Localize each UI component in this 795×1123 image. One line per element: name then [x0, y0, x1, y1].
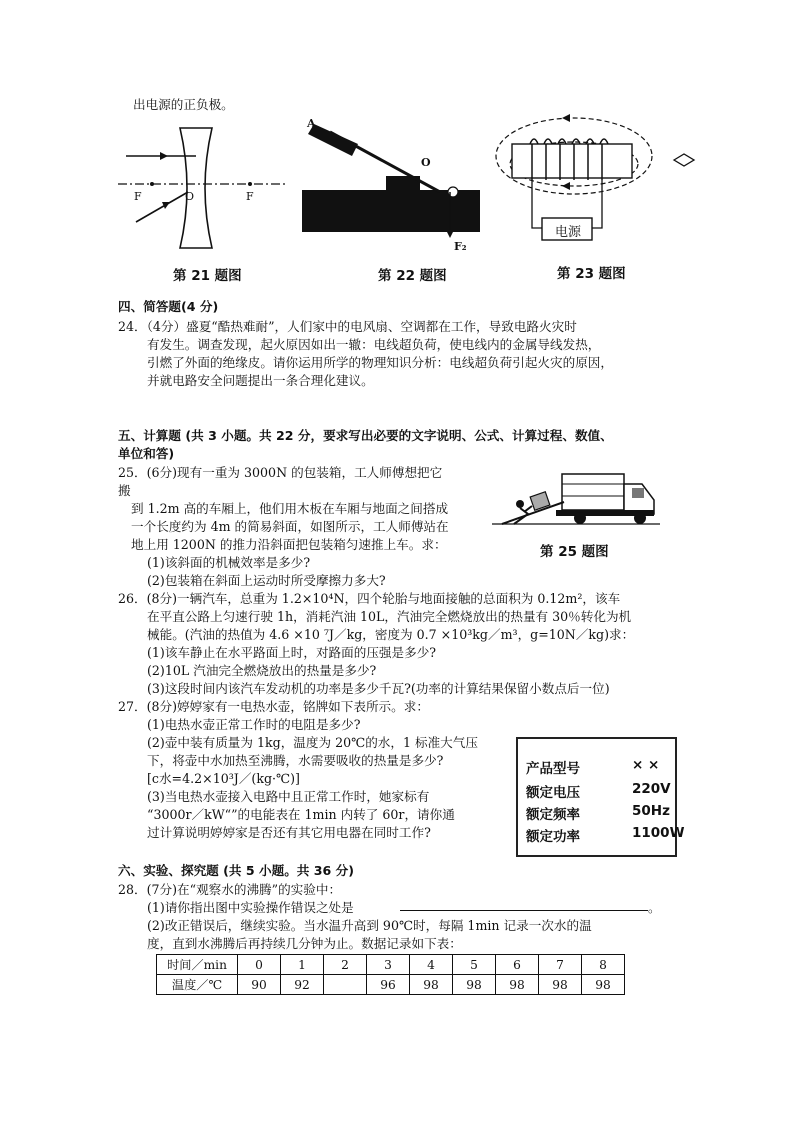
fig25-caption: 第 25 题图: [540, 544, 609, 560]
temperature-cell: 98: [539, 975, 582, 995]
q25-line-4: 一个长度约为 4m 的简易斜面，如图所示，工人师傅站在: [131, 519, 449, 534]
q28-line-3: (2)改正错误后，继续实验。当水温升高到 90℃时，每隔 1min 记录一次水的温: [147, 918, 592, 933]
nameplate-row: [526, 781, 671, 801]
time-header: 时间／min: [157, 955, 238, 975]
nameplate-label: 额定电压: [526, 785, 580, 801]
fig21-o-label: O: [185, 190, 195, 203]
time-cell: 3: [367, 955, 410, 975]
q26-line-1: 26．(8分)一辆汽车，总重为 1.2×10⁴N，四个轮胎与地面接触的总面积为 0.12m²，该车: [118, 591, 621, 606]
fig25-truck-ramp-diagram: [492, 466, 662, 534]
fig21-concave-lens-diagram: [118, 118, 288, 263]
temperature-cell: 98: [496, 975, 539, 995]
fig22-o-label: O: [421, 156, 431, 169]
q24-line-1: 24．（4分）盛夏“酷热难耐”，人们家中的电风扇、空调都在工作，导致电路火灾时: [118, 319, 577, 334]
q24-line-4: 并就电路安全问题提出一条合理化建议。: [147, 373, 374, 388]
nameplate-label: 额定功率: [526, 829, 580, 845]
temperature-cell-blank[interactable]: [324, 975, 367, 995]
q26-line-3: 械能。(汽油的热值为 4.6 ×10 ⁷J／kg，密度为 0.7 ×10³kg／m³，g=10N／kg)求：: [147, 627, 635, 642]
q25-line-2: 搬: [118, 483, 131, 498]
q24-line-3: 引燃了外面的绝缘皮。请你运用所学的物理知识分析：电线超负荷引起火灾的原因，: [147, 355, 613, 370]
time-cell: 6: [496, 955, 539, 975]
nameplate-value: 220V: [632, 781, 671, 797]
nameplate-label: 产品型号: [526, 761, 580, 777]
fig23-solenoid-diagram: [492, 114, 702, 246]
fig21-right-f-label: F: [246, 190, 254, 203]
q26-line-5: (2)10L 汽油完全燃烧放出的热量是多少?: [147, 663, 377, 678]
fig22-caption: 第 22 题图: [378, 268, 447, 284]
q26-line-4: (1)该车静止在水平路面上时，对路面的压强是多少?: [147, 645, 437, 660]
nameplate-value: 1100W: [632, 825, 685, 841]
q28-line-4: 度，直到水沸腾后再持续几分钟为止。数据记录如下表：: [147, 936, 462, 951]
intro-text: 出电源的正负极。: [133, 97, 234, 112]
q28-answer-blank[interactable]: [400, 910, 648, 911]
nameplate-label: 额定频率: [526, 807, 580, 823]
time-cell: 0: [238, 955, 281, 975]
fig22-f2-label: F₂: [454, 240, 467, 253]
section4-heading: 四、简答题(4 分): [118, 299, 219, 314]
fig23-power-source-label: 电源: [555, 225, 582, 240]
temperature-row: [157, 975, 625, 995]
fig21-caption: 第 21 题图: [173, 268, 242, 284]
q26-line-6: (3)这段时间内该汽车发动机的功率是多少千瓦?(功率的计算结果保留小数点后一位): [147, 681, 610, 696]
q26-line-2: 在平直公路上匀速行驶 1h，消耗汽油 10L，汽油完全燃烧放出的热量有 30％转化为机: [147, 609, 632, 624]
time-cell: 7: [539, 955, 582, 975]
q27-line-7: “3000r／kW“”的电能表在 1min 内转了 60r，请你通: [147, 807, 455, 822]
q25-line-7: (2)包装箱在斜面上运动时所受摩擦力多大?: [147, 573, 386, 588]
temperature-cell: 98: [582, 975, 625, 995]
fig22-lever-diagram: [300, 112, 485, 257]
temperature-cell: 92: [281, 975, 324, 995]
q25-line-3: 到 1.2m 高的车厢上，他们用木板在车厢与地面之间搭成: [131, 501, 449, 516]
time-row: [157, 955, 625, 975]
time-cell: 8: [582, 955, 625, 975]
q24-line-2: 有发生。调查发现，起火原因如出一辙：电线超负荷，使电线内的金属导线发热，: [147, 337, 601, 352]
temperature-cell: 98: [453, 975, 496, 995]
q25-line-1: 25．(6分)现有一重为 3000N 的包装箱，工人师傅想把它: [118, 465, 443, 480]
fig23-caption: 第 23 题图: [557, 266, 626, 282]
time-cell: 1: [281, 955, 324, 975]
q27-line-8: 过计算说明婷婷家是否还有其它用电器在同时工作?: [147, 825, 431, 840]
section6-heading: 六、实验、探究题 (共 5 小题。共 36 分): [118, 863, 355, 878]
nameplate-table: [516, 737, 685, 857]
temperature-cell: 98: [410, 975, 453, 995]
q28-line-1: 28．(7分)在“观察水的沸腾”的实验中：: [118, 882, 342, 897]
q25-line-6: (1)该斜面的机械效率是多少?: [147, 555, 311, 570]
q27-line-1: 27．(8分)婷婷家有一电热水壶，铭牌如下表所示。求：: [118, 699, 429, 714]
temperature-cell: 90: [238, 975, 281, 995]
boiling-data-table: [156, 954, 625, 995]
temperature-header: 温度／℃: [157, 975, 238, 995]
time-cell: 4: [410, 955, 453, 975]
nameplate-value: × ×: [632, 757, 660, 773]
time-cell: 2: [324, 955, 367, 975]
q28-blank-end: 。: [648, 900, 661, 915]
q27-line-5: [c水=4.2×10³J／(kg·℃)]: [147, 771, 300, 786]
nameplate-row: [526, 757, 660, 777]
temperature-cell: 96: [367, 975, 410, 995]
q27-line-3: (2)壶中装有质量为 1kg，温度为 20℃的水，1 标准大气压: [147, 735, 478, 750]
time-cell: 5: [453, 955, 496, 975]
nameplate-row: [526, 825, 685, 845]
nameplate-value: 50Hz: [632, 803, 670, 819]
fig21-left-f-label: F: [134, 190, 142, 203]
nameplate-row: [526, 803, 670, 823]
q28-line-2: (1)请你指出图中实验操作错误之处是: [147, 900, 354, 915]
fig22-a-label: A: [307, 117, 316, 130]
q27-line-6: (3)当电热水壶接入电路中且正常工作时，她家标有: [147, 789, 430, 804]
q27-line-2: (1)电热水壶正常工作时的电阻是多少?: [147, 717, 361, 732]
section5-heading-2: 单位和答): [118, 446, 175, 461]
q27-line-4: 下，将壶中水加热至沸腾，水需要吸收的热量是多少?: [147, 753, 444, 768]
section5-heading-1: 五、计算题 (共 3 小题。共 22 分，要求写出必要的文字说明、公式、计算过程、数值、: [118, 428, 613, 443]
q25-line-5: 地上用 1200N 的推力沿斜面把包装箱匀速推上车。求：: [131, 537, 447, 552]
